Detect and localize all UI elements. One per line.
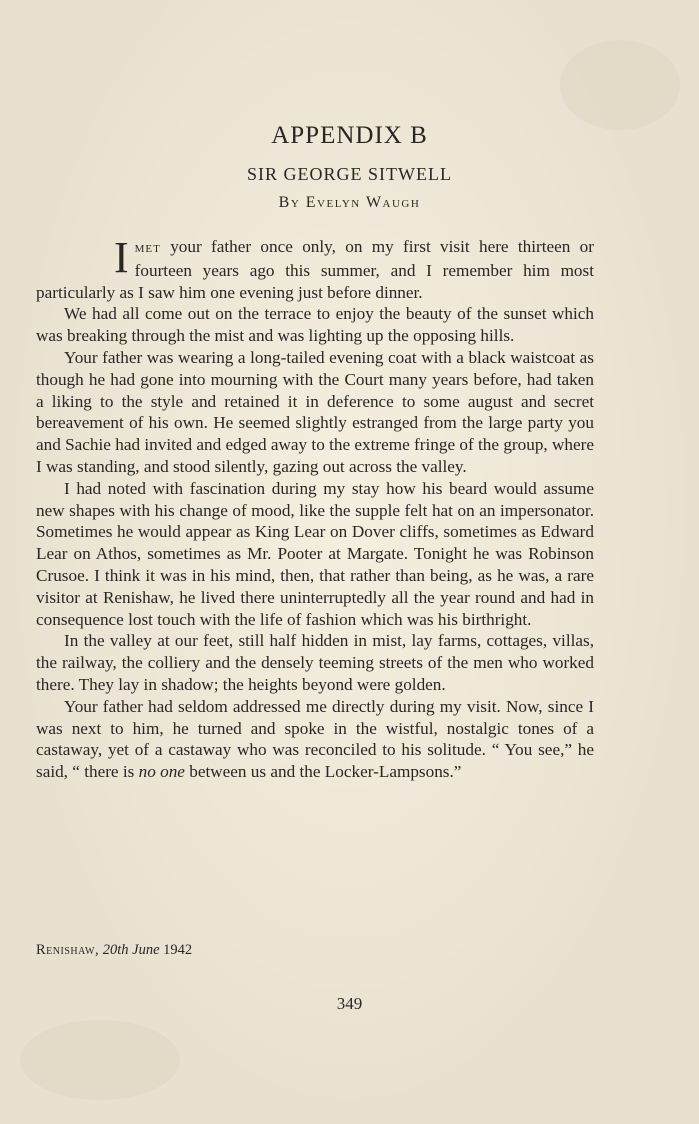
appendix-subtitle: SIR GEORGE SITWELL — [247, 164, 452, 184]
paragraph-2: We had all come out on the terrace to enjoy the beauty of the sunset which was breaking through the mist and was lighting up the opposing hills. — [36, 304, 594, 346]
paragraph-6-text-b: between us and the Locker-Lampsons.” — [184, 762, 462, 782]
drop-cap: I — [114, 233, 129, 282]
signoff-year: 1942 — [163, 942, 193, 958]
place-date-signoff — [36, 942, 192, 959]
opening-small-caps: met — [134, 240, 161, 256]
signoff-day: 20th — [102, 942, 129, 958]
paragraph-6 — [36, 696, 594, 783]
essay-body — [36, 233, 594, 783]
paragraph-5: In the valley at our feet, still half hidden in mist, lay farms, cottages, villas, the railway, the colliery and the densely teeming streets of the men who worked there. They lay in shadow; the heights beyond were golden. — [36, 631, 594, 694]
page-number: 349 — [336, 994, 363, 1013]
paper-stain — [20, 1020, 180, 1100]
signoff-place: Renishaw, — [36, 942, 100, 958]
paragraph-6-text-a: Your father had seldom addressed me directly during my visit. Now, since I was next to him, he turned and spoke in the wistful, nostalgic tones of a castaway, yet of a castaway who was reconciled to his solitude. “ You see,” he said, “ there is — [36, 696, 594, 782]
paper-stain — [560, 40, 680, 130]
paragraph-4: I had noted with fascination during my stay how his beard would assume new shapes with his change of mood, like the supple felt hat on an impersonator. Sometimes he would appear as King Lear on Dover cliffs, sometimes as Edward Lear on Athos, sometimes as Mr. Pooter at Margate. Tonight he was Robinson Crusoe. I think it was in his mind, then, that rather than being, as he was, a rare visitor at Renishaw, he lived there uninterruptedly all the year round and had in consequence lost touch with the life of fashion which was his birthright. — [36, 478, 594, 629]
paragraph-3: Your father was wearing a long-tailed evening coat with a black waistcoat as though he had gone into mourning with the Court many years before, had taken a liking to the style and retained it in deference to some august and secret bereavement of his own. He seemed slightly estranged from the large party you and Sachie had invited and edged away to the extreme fringe of the group, where I was standing, and stood silently, gazing out across the valley. — [36, 347, 594, 476]
signoff-month: June — [132, 942, 160, 958]
paragraph-1-text: your father once only, on my first visit here thirteen or fourteen years ago this summer, and I remember him most particularly as I saw him one evening just before dinner. — [36, 237, 594, 302]
author-byline: By Evelyn Waugh — [278, 194, 421, 211]
paragraph-1 — [36, 233, 594, 303]
emphasis-text: no one — [138, 762, 185, 782]
appendix-title: APPENDIX B — [271, 122, 428, 149]
